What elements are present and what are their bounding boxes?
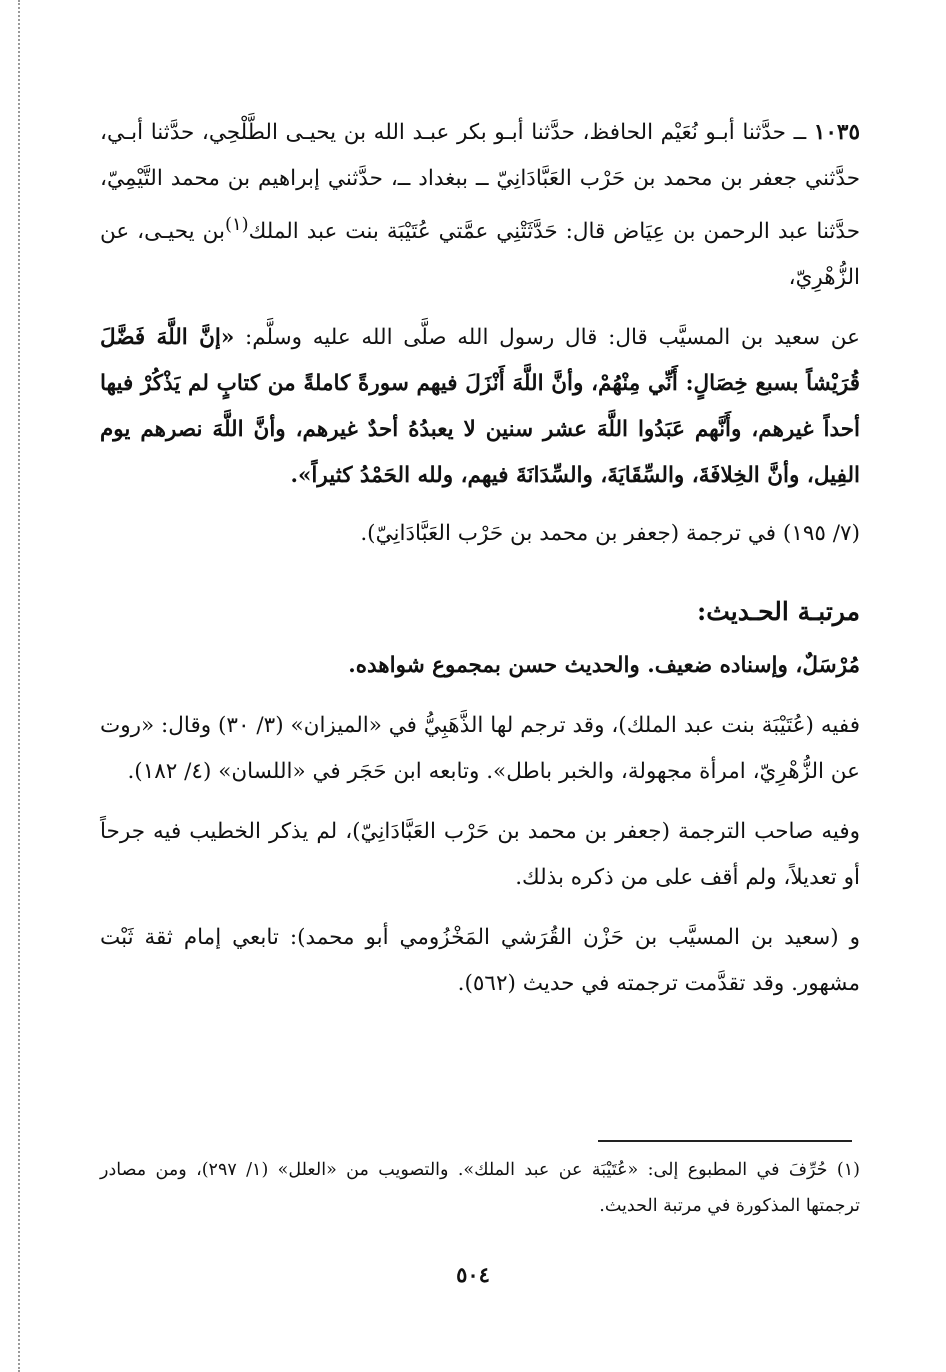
isnad-end: بن يحيـى، عن الزُّهْرِيّ،	[100, 219, 860, 291]
matn-text: «إنَّ اللَّهَ فَضَّلَ قُرَيْشاً بسبع خِصَالٍ: أَنِّي مِنْهُمْ، وأنَّ اللَّهَ أَنْزَلَ فيهم سورةً كاملةً من كتابٍ لم يَذْكُرْ فيها أحداً غيرهم، وأَنَّهم عَبَدُوا اللَّهَ عشر سنين لا يعبدُهُ أحدٌ غيرهم، وأنَّ اللَّهَ نصرهم يوم الفِيل، وأنَّ الخِلافَةَ، والسِّقَايَةَ، والسِّدَانَةَ فيهم، ولله الحَمْدُ كثيراً».	[100, 325, 860, 489]
grading-paragraph-1: ففيه (عُتَيْبَة بنت عبد الملك)، وقد ترجم لها الذَّهَبِيُّ في «الميزان» (٣/ ٣٠) وقال: «روت عن الزُّهْرِيّ، امرأة مجهولة، والخبر باطل». وتابعه ابن حَجَر في «اللسان» (٤/ ١٨٢).	[100, 713, 860, 785]
footnotes	[100, 1152, 860, 1224]
footnote-marker: (١)	[224, 214, 249, 235]
hadith-number: ١٠٣٥	[813, 120, 860, 145]
hadith-matn	[100, 315, 860, 499]
footnote-item	[100, 1152, 860, 1224]
isnad-text: ــ حدَّثنا أبـو نُعَيْم الحافظ، حدَّثنا أبـو بكر عبـد الله بن يحيـى الطَّلْحِي، حدَّثنا أبـي، حدَّثني جعفر بن محمد بن حَرْب العَبَّادَانِيّ ــ ببغداد ــ، حدَّثني إبراهيم بن محمد التَّيْمِيّ، حدَّثنا عبد الرحمن بن عِيَاض قال: حَدَّثَتْنِي عمَّتي عُتَيْبَة بنت عبد الملك	[100, 120, 860, 245]
main-text	[100, 110, 860, 1007]
grading-paragraph-3: و (سعيد بن المسيَّب بن حَزْن القُرَشي المَخْزُومي أبو محمد): تابعي إمام ثقة ثَبْت مشهور. وقد تقدَّمت ترجمته في حديث (٥٦٢).	[100, 925, 860, 997]
grading-paragraph-2: وفيه صاحب الترجمة (جعفر بن محمد بن حَرْب العَبَّادَانِيّ)، لم يذكر الخطيب فيه جرحاً أو تعديلاً، ولم أقف على من ذكره بذلك.	[100, 819, 860, 891]
footnote-number: (١)	[836, 1160, 860, 1180]
hadith-isnad	[100, 110, 860, 301]
page-number: ٥٠٤	[456, 1262, 490, 1287]
matn-intro: عن سعيد بن المسيَّب قال: قال رسول الله صلَّى الله عليه وسلَّم:	[244, 325, 861, 351]
hadith-reference: (٧/ ١٩٥) في ترجمة (جعفر بن محمد بن حَرْب العَبَّادَانِيّ).	[360, 521, 860, 547]
grading-summary: مُرْسَلٌ، وإسناده ضعيف. والحديث حسن بمجموع شواهده.	[348, 653, 860, 679]
binding-gutter	[18, 0, 20, 1372]
grading-heading: مرتبـة الحـديث:	[696, 597, 860, 627]
footnote-separator	[598, 1140, 852, 1142]
footnote-text: حُرِّفَ في المطبوع إلى: «عُتَيْبَة عن عبد الملك». والتصويب من «العلل» (١/ ٢٩٧)، ومن مصادر ترجمتها المذكورة في مرتبة الحديث.	[100, 1160, 860, 1216]
